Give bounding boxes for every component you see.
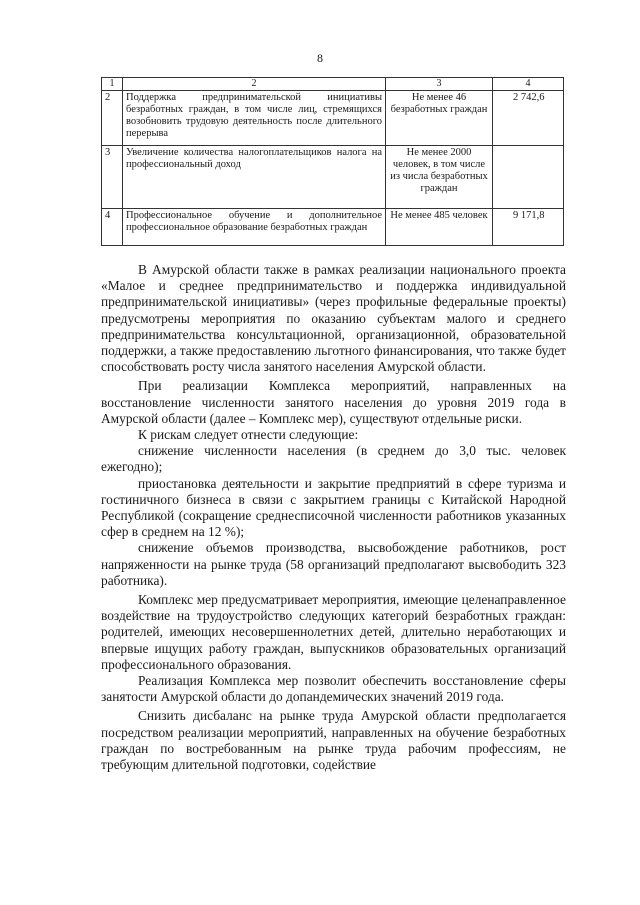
paragraph: Снизить дисбаланс на рынке труда Амурской области предполагается посредством реализации мероприятий, направленных на обучение безработных граждан по востребованным на рынке труда рабочим профессиям, не требующим длительной подготовки, содействие bbox=[101, 708, 566, 773]
row-number: 4 bbox=[102, 209, 123, 246]
table-row bbox=[102, 146, 564, 209]
paragraph: снижение объемов производства, высвобождение работников, рост напряженности на рынке труда (58 организаций предполагают высвободить 323 работника). bbox=[101, 540, 566, 588]
paragraph: Комплекс мер предусматривает мероприятия, имеющие целенаправленное воздействие на трудоустройство следующих категорий безработных граждан: родителей, имеющих несовершеннолетних детей, длительно неработающих и впервые ищущих работу граждан, выпускников образовательных организаций профессионального образования. bbox=[101, 592, 566, 672]
table-row bbox=[102, 91, 564, 146]
table-header-cell: 3 bbox=[386, 78, 493, 91]
row-value: 2 742,6 bbox=[493, 91, 564, 146]
row-value: 9 171,8 bbox=[493, 209, 564, 246]
paragraph: При реализации Комплекса мероприятий, направленных на восстановление численности занятого населения до уровня 2019 года в Амурской области (далее – Комплекс мер), существуют отдельные риски. bbox=[101, 378, 566, 426]
row-description: Профессиональное обучение и дополнительное профессиональное образование безработных граждан bbox=[123, 209, 386, 246]
row-description: Увеличение количества налогоплательщиков налога на профессиональный доход bbox=[123, 146, 386, 209]
row-number: 2 bbox=[102, 91, 123, 146]
row-condition: Не менее 485 человек bbox=[386, 209, 493, 246]
row-condition: Не менее 2000 человек, в том числе из числа безработных граждан bbox=[386, 146, 493, 209]
paragraph: снижение численности населения (в среднем до 3,0 тыс. человек ежегодно); bbox=[101, 443, 566, 475]
page-number: 8 bbox=[317, 51, 323, 65]
row-description: Поддержка предпринимательской инициативы безработных граждан, в том числе лиц, стремящихся возобновить трудовую деятельность после длительного перерыва bbox=[123, 91, 386, 146]
row-number: 3 bbox=[102, 146, 123, 209]
table-header-row bbox=[102, 78, 564, 91]
table-header-cell: 1 bbox=[102, 78, 123, 91]
row-condition: Не менее 46 безработных граждан bbox=[386, 91, 493, 146]
paragraph: приостановка деятельности и закрытие предприятий в сфере туризма и гостиничного бизнеса в связи с закрытием границы с Китайской Народной Республикой (сокращение среднесписочной численности работников указанных сфер в среднем на 12 %); bbox=[101, 475, 566, 540]
paragraph: Реализация Комплекса мер позволит обеспечить восстановление сферы занятости Амурской области до допандемических значений 2019 года. bbox=[101, 673, 566, 705]
paragraph: К рискам следует отнести следующие: bbox=[138, 427, 359, 443]
measures-table bbox=[101, 77, 564, 246]
body-text bbox=[101, 262, 566, 773]
paragraph: В Амурской области также в рамках реализации национального проекта «Малое и среднее предпринимательство и поддержка индивидуальной предпринимательской инициативы» (через профильные федеральные проекты) предусмотрены мероприятия по оказанию субъектам малого и среднего предпринимательства консультационной, организационной, образовательной поддержки, а также предоставлению льготного финансирования, что также будет способствовать росту числа занятого населения Амурской области. bbox=[101, 262, 566, 375]
table-header-cell: 4 bbox=[493, 78, 564, 91]
table-header-cell: 2 bbox=[123, 78, 386, 91]
row-value bbox=[493, 146, 564, 209]
table-row bbox=[102, 209, 564, 246]
